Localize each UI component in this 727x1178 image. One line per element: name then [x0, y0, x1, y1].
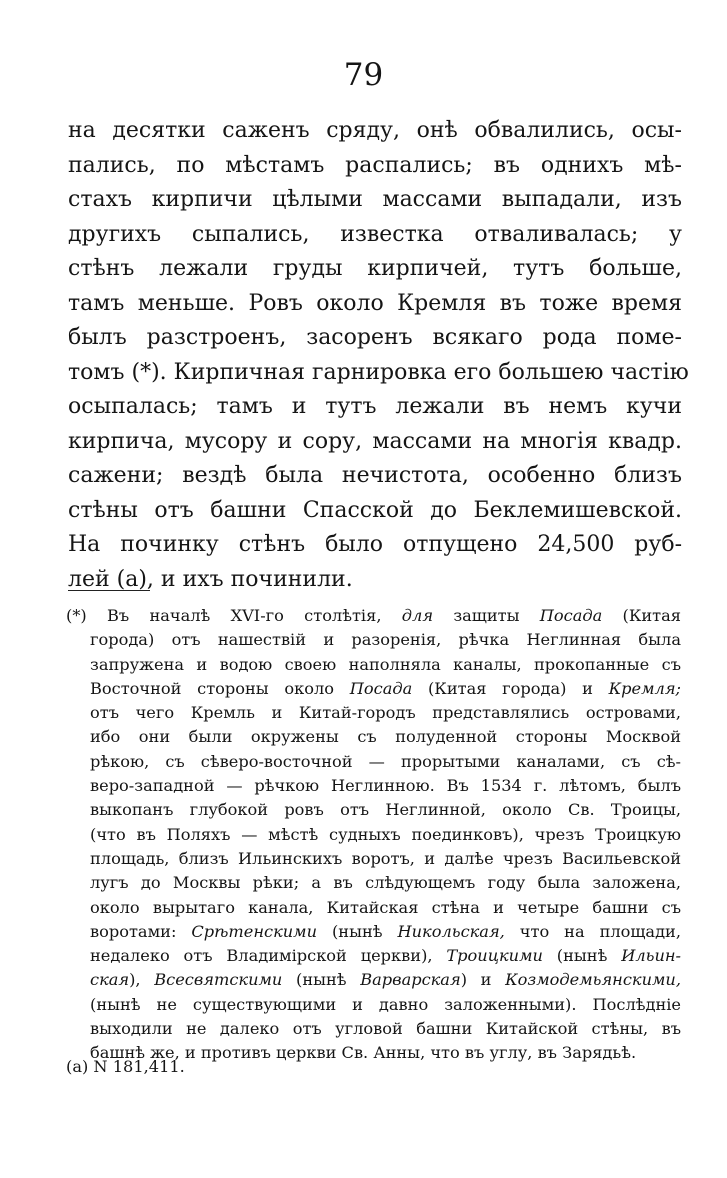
footnote-line — [66, 653, 681, 677]
footnote-text-run: воротами: — [90, 921, 192, 941]
footnote-italic-run: Козмодемьянскими, — [505, 970, 681, 990]
footnote-line — [66, 823, 681, 847]
main-text-line: на десятки саженъ сряду, онѣ обвалились, осы- — [68, 118, 682, 143]
main-text-line: томъ (*). Кирпичная гарнировка его большею частію — [68, 359, 689, 385]
footnote-line — [66, 750, 681, 774]
footnote-line — [66, 944, 681, 968]
footnote-line — [66, 604, 681, 628]
footnote-text-run: (нынѣ — [282, 970, 361, 990]
main-text-line: тамъ меньше. Ровъ около Кремля въ тоже время — [68, 290, 682, 316]
main-text-line: стѣны отъ башни Спасской до Беклемишевской. — [68, 497, 682, 523]
footnote-text-run: башнѣ же, и противъ церкви Св. Анны, что въ углу, въ Зарядьѣ. — [90, 1043, 637, 1063]
footnote-italic-run: Срѣтенскими — [191, 921, 318, 941]
footnote-text-run: лугъ до Москвы рѣки; а въ слѣдующемъ году была заложена, — [90, 873, 681, 893]
main-text-line: стахъ кирпичи цѣлыми массами выпадали, изъ — [68, 187, 682, 212]
main-text-line: На починку стѣнъ было отпущено 24,500 руб- — [68, 532, 682, 557]
footnote-text-run: рѣкою, съ сѣверо-восточной — прорытыми каналами, съ сѣ- — [90, 751, 681, 771]
footnote-text-run: (что въ Поляхъ — мѣстѣ судныхъ поединковъ), чрезъ Троицкую — [90, 824, 681, 844]
main-text-line: кирпича, мусору и сору, массами на многія квадр. — [68, 428, 682, 454]
footnote — [66, 604, 681, 1066]
footnote-text-run: (нынѣ — [317, 921, 398, 941]
footnote-divider — [68, 590, 150, 591]
footnote-line — [66, 968, 681, 992]
footnote-text-run: выходили не далеко отъ угловой башни Китайской стѣны, въ — [90, 1019, 681, 1039]
footnote-line — [66, 993, 681, 1017]
main-text-line: сажени; вездѣ была нечистота, особенно близъ — [68, 463, 682, 488]
footnote-line — [66, 871, 681, 895]
main-text — [68, 114, 689, 597]
footnote-text-run: отъ чего Кремль и Китай-городъ представлялись островами, — [90, 703, 681, 723]
footnote-text-run: (нынѣ — [542, 946, 622, 966]
footnote-text-run: запружена и водою своею наполняла каналы, прокопанные съ — [90, 654, 681, 674]
footnote-italic-run: Варварская — [360, 970, 461, 990]
archive-reference-note: (а) N 181,411. — [66, 1057, 185, 1076]
main-text-line: пались, по мѣстамъ распались; въ однихъ мѣ- — [68, 152, 682, 178]
main-text-line: былъ разстроенъ, засоренъ всякаго рода поме- — [68, 325, 682, 350]
footnote-italic-run: Посада — [349, 678, 413, 698]
footnote-italic-run: Никольская, — [397, 921, 505, 941]
main-text-line: другихъ сыпались, известка отваливалась; у — [68, 221, 682, 247]
footnote-line — [66, 896, 681, 920]
footnote-text-run: ) и — [460, 970, 506, 990]
main-text-line: лей (а), и ихъ починили. — [68, 566, 353, 592]
footnote-text-run: что на площади, — [504, 921, 681, 941]
footnote-line — [66, 701, 681, 725]
footnote-text-run: (*) Въ началѣ XVI-го столѣтія, — [66, 606, 402, 625]
footnote-text-run: недалеко отъ Владимірской церкви), — [90, 946, 447, 966]
footnote-line — [66, 774, 681, 798]
footnote-italic-run: Всесвятскими — [154, 970, 283, 990]
footnote-text-run: веро-западной — рѣчкою Неглинною. Въ 1534 г. лѣтомъ, былъ — [90, 776, 681, 796]
footnote-text-run: Восточной стороны около — [90, 678, 350, 698]
footnote-line — [66, 628, 681, 652]
footnote-italic-run: Троицкими — [446, 946, 543, 966]
footnote-text-run: ибо они были окружены съ полуденной стороны Москвой — [90, 727, 681, 747]
main-text-line: осыпалась; тамъ и тутъ лежали въ немъ кучи — [68, 394, 682, 419]
footnote-text-run: ), — [129, 970, 155, 990]
footnote-italic-run: для — [401, 606, 434, 625]
footnote-line — [66, 847, 681, 871]
footnote-text-run: выкопанъ глубокой ровъ отъ Неглинной, около Св. Троицы, — [90, 800, 681, 820]
footnote-text-run: защиты — [433, 606, 540, 625]
footnote-line — [66, 920, 681, 944]
footnote-text-run: города) отъ нашествій и разоренія, рѣчка Неглинная была — [90, 630, 681, 650]
footnote-text-run: (Китая города) и — [412, 678, 609, 698]
footnote-line — [66, 1017, 681, 1041]
footnote-text-run: (Китая — [602, 606, 681, 625]
footnote-italic-run: ская — [90, 970, 130, 990]
footnote-italic-run: Посада — [539, 606, 603, 625]
footnote-italic-run: Кремля; — [608, 678, 681, 698]
footnote-italic-run: Ильин- — [621, 946, 681, 966]
footnote-text-run: около вырытаго канала, Китайская стѣна и четыре башни съ — [90, 897, 681, 917]
page-number: 79 — [343, 57, 384, 93]
main-text-line: стѣнъ лежали груды кирпичей, тутъ больше, — [68, 256, 682, 281]
footnote-text-run: площадь, близъ Ильинскихъ воротъ, и далѣе чрезъ Васильевской — [90, 848, 681, 868]
footnote-line — [66, 798, 681, 822]
footnote-text-run: (нынѣ не существующими и давно заложенными). Послѣдніе — [90, 994, 681, 1014]
footnote-line — [66, 677, 681, 701]
footnote-line — [66, 725, 681, 749]
